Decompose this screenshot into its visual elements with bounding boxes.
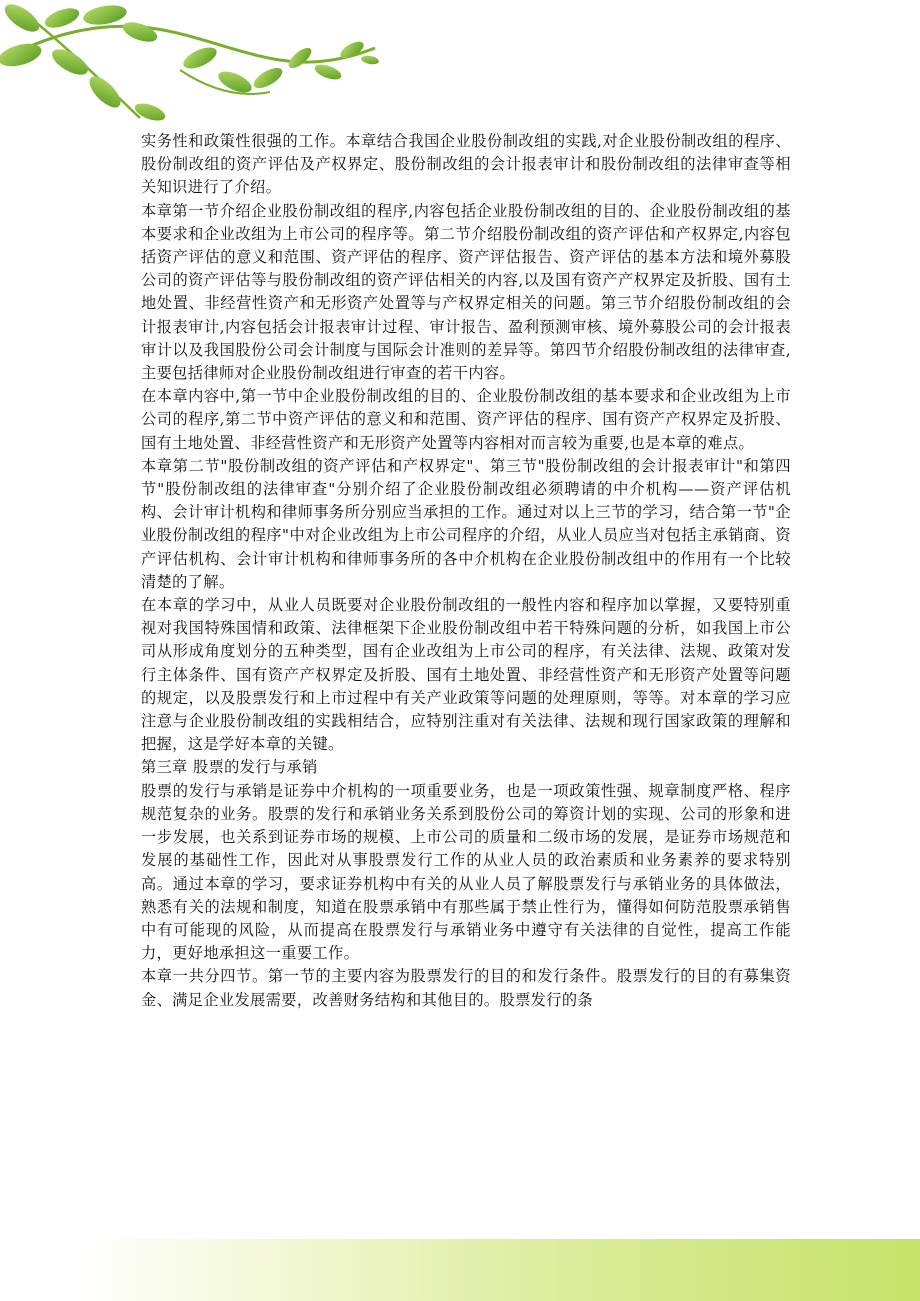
leaf bbox=[313, 62, 343, 83]
paragraph-chapter3-sections: 本章一共分四节。第一节的主要内容为股票发行的目的和发行条件。股票发行的目的有募集资金、满足企业发展需要，改善财务结构和其他目的。股票发行的条 bbox=[141, 967, 791, 1009]
leaf bbox=[84, 71, 125, 112]
paragraph-chapter-structure: 本章第一节介绍企业股份制改组的程序,内容包括企业股份制改组的目的、企业股份制改组的基本要求和企业改组为上市公司的程序等。第二节介绍股份制改组的资产评估和产权界定,内容包括资产评估的意义和范围、资产评估的程序、资产评估报告、资产评估的基本方法和境外募股公司的资产评估等与股份制改组的资产评估相关的内容,以及国有资产产权界定及折股、国有土地处置、非经营性资产和无形资产处置等与产权界定相关的问题。第三节介绍股份制改组的会计报表审计,内容包括会计报表审计过程、审计报告、盈利预测审核、境外募股公司的会计报表审计以及我国股份公司会计制度与国际会计准则的差异等。第四节介绍股份制改组的法律审查,主要包括律师对企业股份制改组进行审查的若干内容。 bbox=[141, 201, 791, 383]
chapter-heading: 第三章 股票的发行与承销 bbox=[141, 758, 318, 777]
leafy-vine-decoration bbox=[0, 0, 380, 140]
leaf bbox=[180, 43, 219, 73]
paragraph-key-points: 在本章内容中,第一节中企业股份制改组的目的、企业股份制改组的基本要求和企业改组为上市公司的程序,第二节中资产评估的意义和和范围、资产评估的程序、国有资产产权界定及折股、国有土地处置、非经营性资产和无形资产处置等内容相对而言较为重要,也是本章的难点。 bbox=[141, 387, 791, 452]
leaf bbox=[48, 44, 92, 80]
leaf bbox=[0, 0, 43, 37]
leaf bbox=[251, 64, 286, 92]
leaf bbox=[133, 100, 168, 124]
paragraph-chapter3-intro: 股票的发行与承销是证券中介机构的一项重要业务，也是一项政策性强、规章制度严格、程序规范复杂的业务。股票的发行和承销业务关系到股份公司的筹资计划的实现、公司的形象和进一步发展，也关系到证券市场的规模、上市公司的质量和二级市场的发展，是证券市场规范和发展的基础性工作，因此对从事股票发行工作的从业人员的政治素质和业务素养的要求特别高。通过本章的学习，要求证券机构中有关的从业人员了解股票发行与承销业务的具体做法，熟悉有关的法规和制度，知道在股票承销中有那些属于禁止性行为，懂得如何防范股票承销售中有可能现的风险，从而提高在股票发行与承销业务中遵守有关法律的自觉性，提高工作能力，更好地承担这一重要工作。 bbox=[141, 781, 791, 963]
paragraph-intermediaries: 本章第二节"股份制改组的资产评估和产权界定"、第三节"股份制改组的会计报表审计"和第四节"股份制改组的法律审查"分别介绍了企业股份制改组必须聘请的中介机构——资产评估机构、会计审计机构和律师事务所分别应当承担的工作。通过对以上三节的学习，结合第一节"企业股份制改组的程序"中对企业改组为上市公司程序的介绍，从业人员应当对包括主承销商、资产评估机构、会计审计机构和律师事务所的各中介机构在企业股份制改组中的作用有一个比较清楚的了解。 bbox=[141, 456, 791, 591]
leaf bbox=[285, 44, 314, 71]
leaf bbox=[120, 18, 159, 45]
leaf bbox=[360, 54, 379, 65]
leaf bbox=[42, 4, 81, 31]
leaf bbox=[82, 2, 128, 27]
document-body bbox=[141, 130, 791, 1012]
paragraph-study-advice: 在本章的学习中，从业人员既要对企业股份制改组的一般性内容和程序加以掌握，又要特别重视对我国特殊国情和政策、法律框架下企业股份制改组中若干特殊问题的分析，如我国上市公司从形成角度划分的五种类型，国有企业改组为上市公司的程序，有关法律、法规、政策对发行主体条件、国有资产产权界定及折股、国有土地处置、非经营性资产和无形资产处置等问题的规定，以及股票发行和上市过程中有关产业政策等问题的处理原则，等等。对本章的学习应注意与企业股份制改组的实践相结合，应特别注重对有关法律、法规和现行国家政策的理解和把握，这是学好本章的关键。 bbox=[141, 596, 791, 754]
paragraph-intro-continued: 实务性和政策性很强的工作。本章结合我国企业股份制改组的实践,对企业股份制改组的程序、股份制改组的资产评估及产权界定、股份制改组的会计报表审计和股份制改组的法律审查等相关知识进行了介绍。 bbox=[141, 132, 791, 197]
footer-green-band bbox=[0, 1239, 920, 1301]
